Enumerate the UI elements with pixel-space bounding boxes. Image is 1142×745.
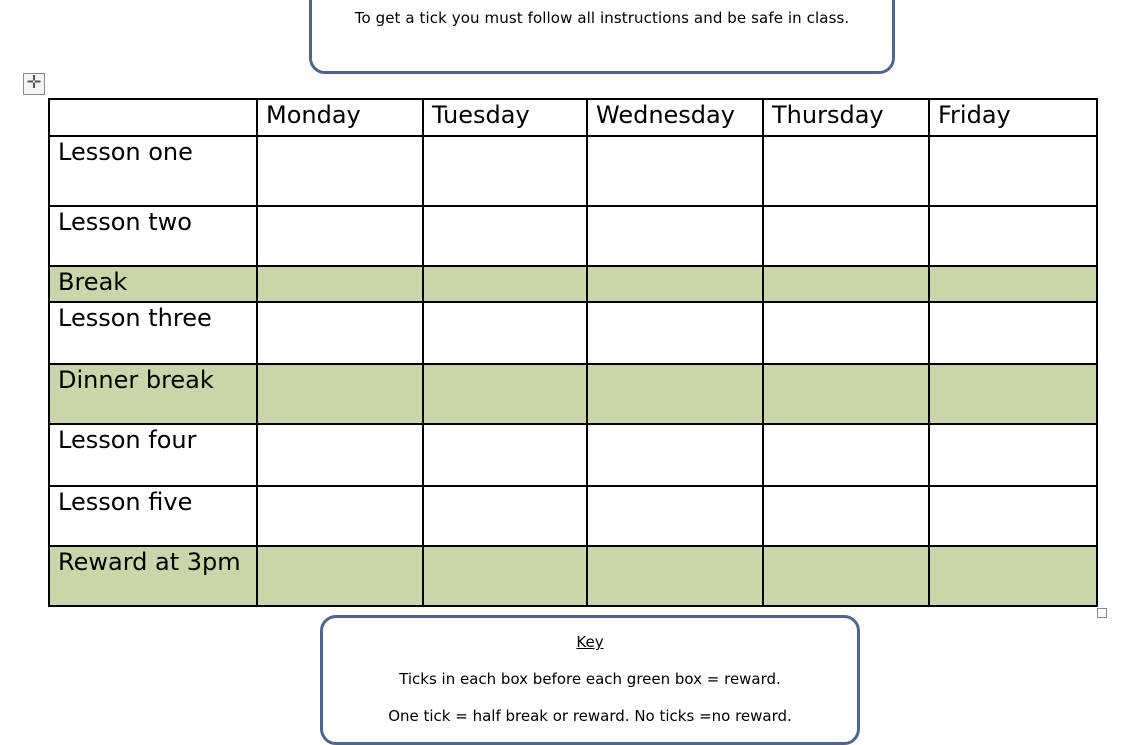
key-line-rules: One tick = half break or reward. No ticks =no reward. [388,707,792,725]
row-label[interactable]: Dinner break [49,364,257,424]
day-header-monday[interactable]: Monday [257,99,423,136]
tick-cell-monday[interactable] [257,424,423,486]
tick-cell-wednesday[interactable] [587,424,763,486]
tick-cell-friday[interactable] [929,364,1097,424]
key-title: Key [576,633,604,651]
instruction-text: To get a tick you must follow all instructions and be safe in class. [354,9,850,27]
table-resize-handle[interactable] [1097,608,1107,618]
table-row [49,302,1097,364]
table-row [49,486,1097,546]
tick-cell-tuesday[interactable] [423,364,587,424]
day-header-tuesday[interactable]: Tuesday [423,99,587,136]
tick-cell-tuesday[interactable] [423,136,587,206]
tick-cell-thursday[interactable] [763,266,929,302]
tick-cell-tuesday[interactable] [423,266,587,302]
header-row [49,99,1097,136]
key-line-reward: Ticks in each box before each green box = reward. [399,670,781,688]
tick-cell-friday[interactable] [929,206,1097,266]
tick-cell-thursday[interactable] [763,206,929,266]
tick-cell-monday[interactable] [257,486,423,546]
day-header-thursday[interactable]: Thursday [763,99,929,136]
tick-cell-wednesday[interactable] [587,364,763,424]
tick-cell-monday[interactable] [257,364,423,424]
row-label[interactable]: Lesson two [49,206,257,266]
tick-cell-tuesday[interactable] [423,486,587,546]
behaviour-tracker-table [48,98,1098,607]
tick-cell-thursday[interactable] [763,546,929,606]
day-header-wednesday[interactable]: Wednesday [587,99,763,136]
tick-cell-friday[interactable] [929,266,1097,302]
row-label[interactable]: Break [49,266,257,302]
table-row [49,364,1097,424]
table-row [49,266,1097,302]
table-row [49,424,1097,486]
tick-cell-friday[interactable] [929,136,1097,206]
tick-cell-thursday[interactable] [763,486,929,546]
tick-cell-wednesday[interactable] [587,486,763,546]
tick-cell-thursday[interactable] [763,424,929,486]
row-label[interactable]: Lesson four [49,424,257,486]
row-label[interactable]: Reward at 3pm [49,546,257,606]
tick-cell-thursday[interactable] [763,136,929,206]
header-corner-cell[interactable] [49,99,257,136]
table-row [49,546,1097,606]
tick-cell-tuesday[interactable] [423,206,587,266]
tick-cell-wednesday[interactable] [587,136,763,206]
tick-cell-wednesday[interactable] [587,546,763,606]
tick-cell-monday[interactable] [257,266,423,302]
tick-cell-tuesday[interactable] [423,302,587,364]
tick-cell-friday[interactable] [929,486,1097,546]
key-box [320,615,860,745]
tick-cell-thursday[interactable] [763,302,929,364]
tick-cell-monday[interactable] [257,136,423,206]
tick-cell-monday[interactable] [257,546,423,606]
instruction-box [309,0,895,74]
tick-cell-friday[interactable] [929,302,1097,364]
tick-cell-wednesday[interactable] [587,302,763,364]
tick-cell-monday[interactable] [257,206,423,266]
table-row [49,136,1097,206]
tick-cell-friday[interactable] [929,546,1097,606]
tick-cell-wednesday[interactable] [587,266,763,302]
tick-cell-tuesday[interactable] [423,546,587,606]
tick-cell-tuesday[interactable] [423,424,587,486]
tick-cell-friday[interactable] [929,424,1097,486]
row-label[interactable]: Lesson five [49,486,257,546]
tick-cell-wednesday[interactable] [587,206,763,266]
table-row [49,206,1097,266]
day-header-friday[interactable]: Friday [929,99,1097,136]
row-label[interactable]: Lesson one [49,136,257,206]
table-move-handle-icon[interactable]: ✛ [23,73,45,95]
tick-cell-thursday[interactable] [763,364,929,424]
row-label[interactable]: Lesson three [49,302,257,364]
tick-cell-monday[interactable] [257,302,423,364]
